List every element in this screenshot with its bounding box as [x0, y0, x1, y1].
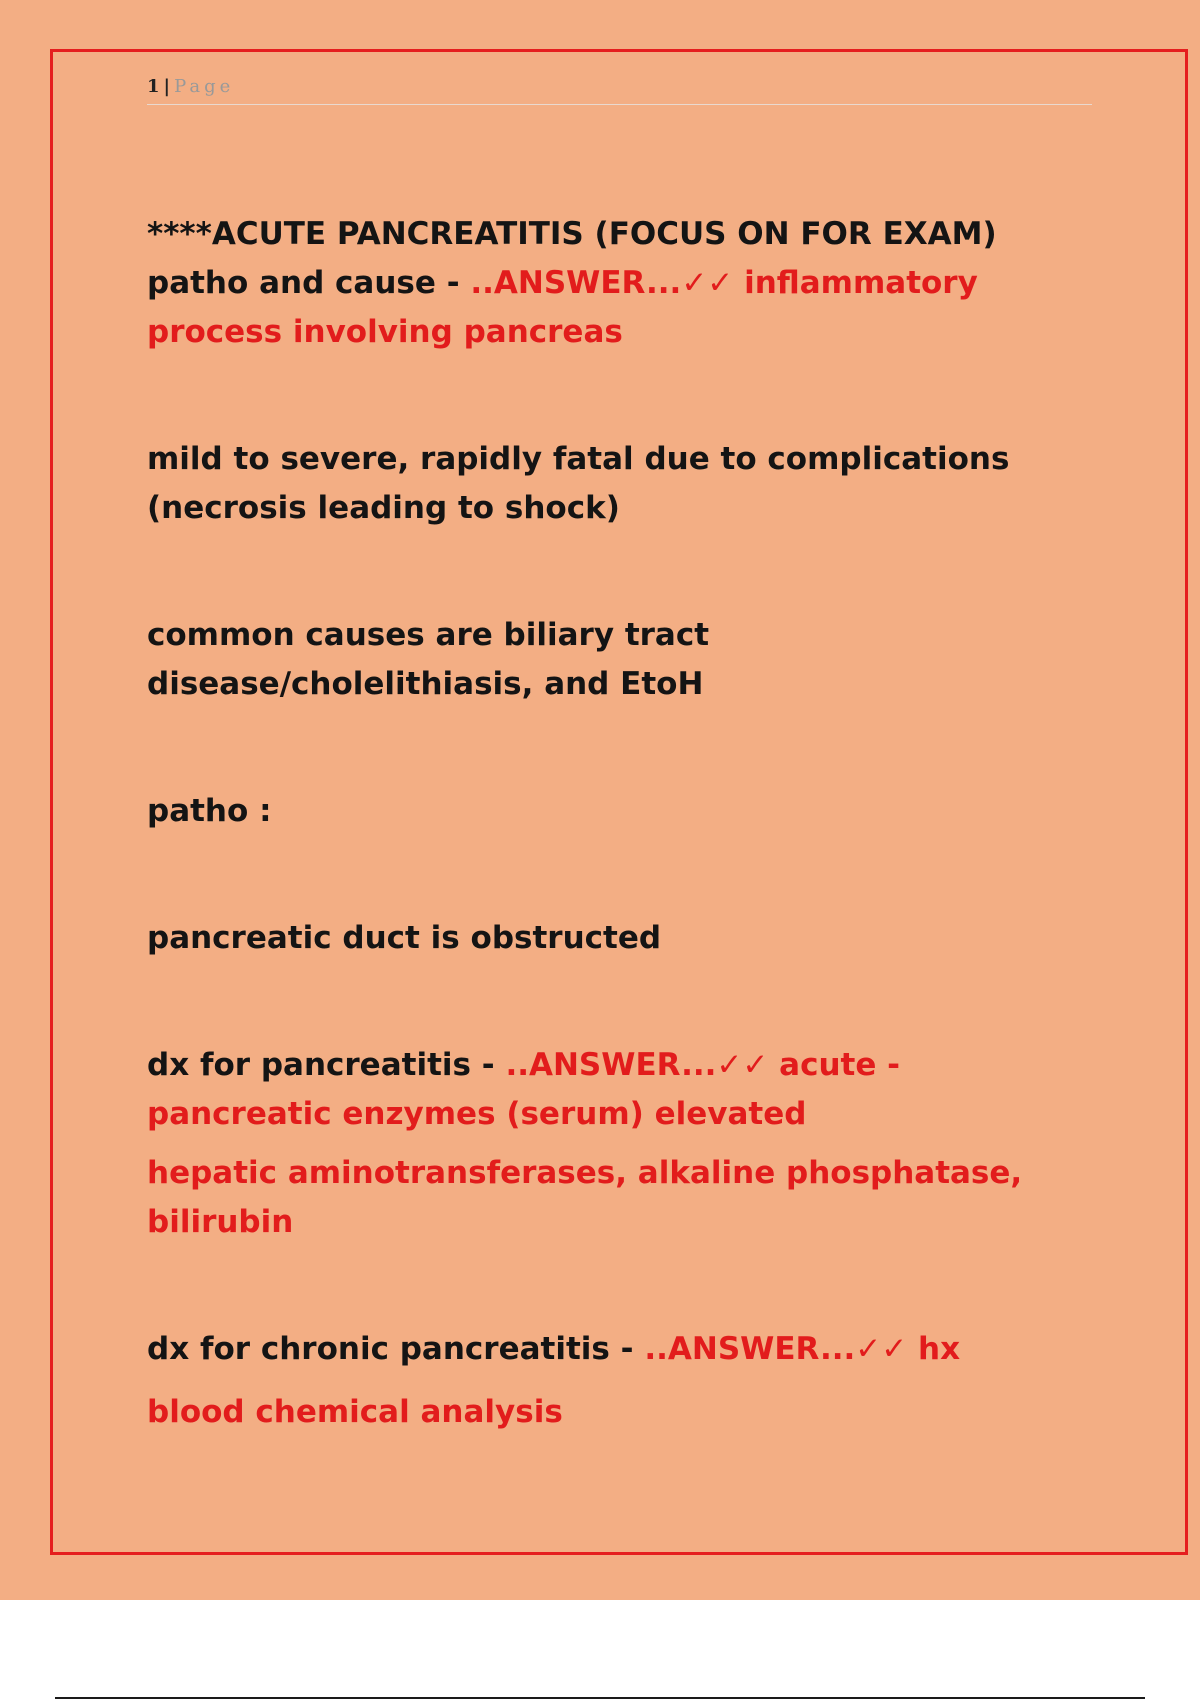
- answer-text: hx: [918, 1331, 961, 1367]
- page-label: Page: [174, 76, 235, 97]
- note-causes: common causes are biliary tract disease/cholelithiasis, and EtoH: [147, 617, 710, 702]
- qa-dx-chronic-pancreatitis: [147, 1325, 1092, 1374]
- question-text: dx for pancreatitis -: [147, 1047, 506, 1083]
- note-patho-label: patho :: [147, 793, 272, 829]
- bottom-divider: [55, 1697, 1145, 1699]
- answer-text: inflammatory process involving pancreas: [147, 265, 978, 350]
- page-header: [147, 74, 1092, 105]
- note-severity: mild to severe, rapidly fatal due to complications (necrosis leading to shock): [147, 441, 1010, 526]
- note-duct-obstruction: pancreatic duct is obstructed: [147, 920, 662, 956]
- page-number: 1: [147, 76, 160, 97]
- answer-marker: ..ANSWER...✓✓: [644, 1331, 908, 1367]
- question-text: ****ACUTE PANCREATITIS (FOCUS ON FOR EXAM) patho and cause -: [147, 216, 997, 301]
- answer-continuation: hepatic aminotransferases, alkaline phosphatase, bilirubin: [147, 1155, 1023, 1240]
- qa-acute-pancreatitis: [147, 210, 1092, 357]
- document-body: [147, 210, 1092, 1437]
- page-separator: |: [163, 76, 171, 97]
- qa-dx-pancreatitis: [147, 1041, 1092, 1139]
- answer-marker: ..ANSWER...✓✓: [470, 265, 734, 301]
- answer-text: acute - pancreatic enzymes (serum) elevated: [147, 1047, 901, 1132]
- question-text: dx for chronic pancreatitis -: [147, 1331, 645, 1367]
- answer-continuation: blood chemical analysis: [147, 1394, 563, 1430]
- answer-marker: ..ANSWER...✓✓: [505, 1047, 769, 1083]
